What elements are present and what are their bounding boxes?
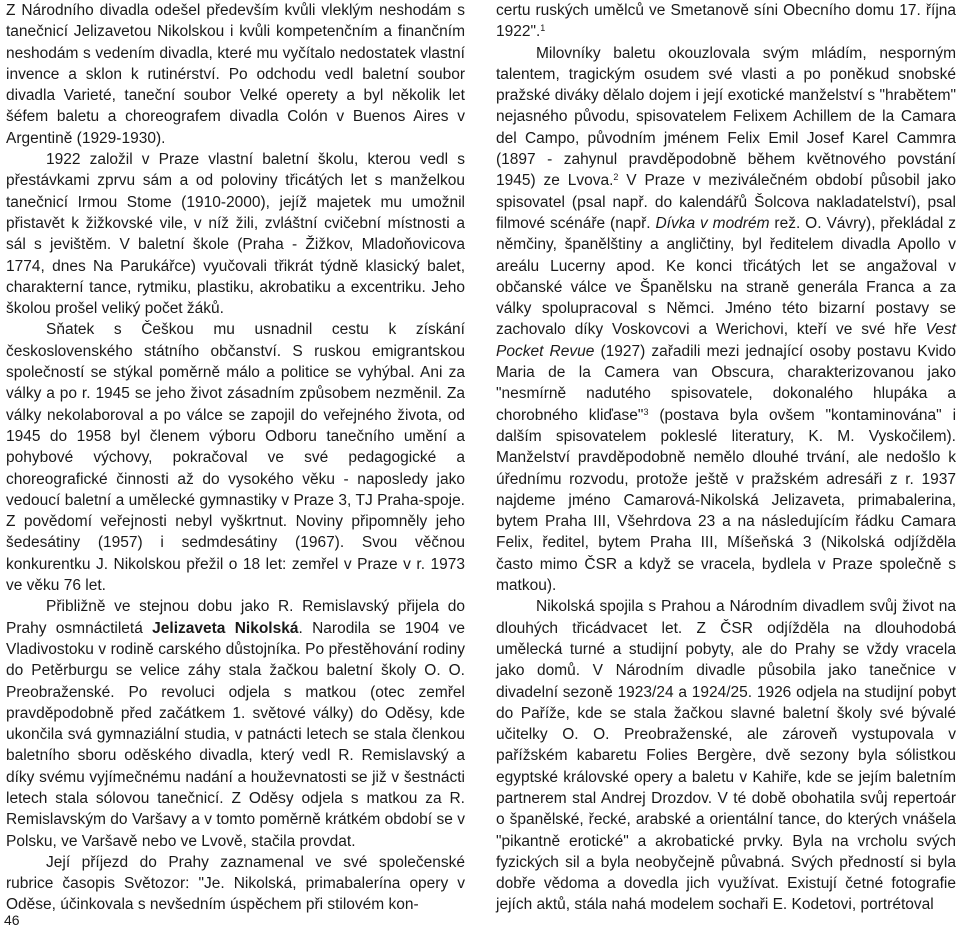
- paragraph: Nikolská spojila s Prahou a Národním divadlem svůj život na dlouhých třicádvacet let. Z ČSR odjížděla na dlouhodobá umělecká turné a studijní pobyty, ale do Prahy se vždy vracela jako domů. V Národním divadle působila jako tanečnice v divadelní sezoně 1923/24 a 1924/25. 1926 odjela na studijní pobyt do Paříže, kde se stala žačkou slavné baletní školy své bývalé učitelky O. O. Preobraženské, ale zároveň vystupovala v pařížském kabaretu Folies Bergère, dvě sezony byla sólistkou egyptské královské opery a baletu v Kahiře, kde se jejím baletním partnerem stal Andrej Drozdov. V té době obohatila svůj repertoár o španělské, řecké, arabské a orientální tance, do kterých vnášela "pikantně erotické" a akrobatické prvky. Byla na vrcholu svých fyzických sil a byla neobyčejně půvabná. Svých předností si byla dobře vědoma a dovedla jich využívat. Existují četné fotografie jejích aktů, stála nahá modelem sochaři E. Kodetovi, portrétoval: [496, 598, 956, 914]
- film-title: Dívka v modrém: [655, 214, 770, 232]
- footnote-ref: 2: [613, 172, 619, 183]
- text-span: certu ruských umělců ve Smetanově síni Obecního domu 17. října 1922".: [496, 2, 956, 41]
- footnote-ref: 3: [643, 406, 649, 417]
- left-column: [6, 0, 465, 916]
- text-span: Milovníky baletu okouzlovala svým mládím, nesporným talentem, tragickým osudem své vlasti a po poněkud snobské pražské diváky dělalo dojem i její exotické manželství s "hrabětem" nejasného původu, spisovatelem Felixem Achillem de la Camara del Campo, původním jménem Felix Emil Josef Karel Cammra (1897 - zahynul pravděpodobně během květnového povstání 1945) ze Lvova.: [496, 44, 956, 190]
- person-name: Jelizaveta Nikolská: [152, 619, 299, 637]
- text-span: Přibližně ve stejnou dobu jako R. Remislavský přijela do Prahy osmnáctiletá: [6, 598, 465, 637]
- play-title: Vest Pocket Revue: [496, 321, 956, 360]
- paragraph: 1922 založil v Praze vlastní baletní školu, kterou vedl s přestávkami zprvu sám a od poloviny třicátých let s manželkou tanečnicí Irmou Stome (1910-2000), jejíž majetek mu umožnil přistavět k žižkovské vile, v níž žili, zvláštní cvičební místnosti a sál s jevištěm. V baletní škole (Praha - Žižkov, Mladoňovicova 1774, dnes Na Parukářce) vyučovali třikrát týdně klasický balet, charakterní tance, rytmiku, plastiku, akrobatiku a excentriku. Jeho školou prošel veliký počet žáků.: [6, 151, 465, 318]
- text-span: V Praze v meziválečném období působil jako spisovatel (psal např. do kalendářů Šolcova nakladatelství), psal filmové scénáře (např.: [496, 172, 957, 232]
- paragraph: [496, 0, 956, 43]
- paragraph: Její příjezd do Prahy zaznamenal ve své společenské rubrice časopis Světozor: "Je. Nikolská, primabalerína opery v Oděse, účinkovala s nevšedním úspěchem při stilovém kon-: [6, 853, 465, 914]
- page-number: 46: [4, 912, 20, 928]
- paragraph: [6, 596, 465, 852]
- paragraph: Z Národního divadla odešel především kvůli vleklým neshodám s tanečnicí Jelizavetou Nikolskou i kvůli kompetenčním a finančním neshodám s vedením divadla, které mu vyčítalo nedostatek vlastní invence a sklon k rutinérství. Po odchodu vedl baletní soubor divadla Varieté, taneční soubor Velké operety a byl několik let šéfem baletu a choreografem divadla Colón v Buenos Aires v Argentině (1929-1930).: [6, 2, 465, 147]
- text-span: (1927) zařadili mezi jednající osoby postavu Kvido Maria de la Camera van Obscura, charakterizovanou jako "nesmírně nadutého spisovatele, dokonalého hlupáka a chorobného kliďase": [496, 342, 957, 424]
- text-span: . Narodila se 1904 ve Vladivostoku v rodině carského důstojníka. Po přestěhování rodiny do Petěrburgu se velice záhy stala žačkou baletní školy O. O. Preobraženské. Po revoluci odjela s matkou (otec zemřel pravděpodobně před začátkem 1. světové války) do Oděsy, kde ukončila svá gymnaziální studia, v patnácti letech se stala členkou baletního sboru oděského divadla, který vedl R. Remislavský a díky svému vyjímečnému nadání a houževnatosti se již v šestnácti letech stala sólovou tanečnicí. Z Oděsy odjela s matkou za R. Remislavským do Varšavy a v tomto poměrně krátkém období se v Polsku, ve Varšavě nebo ve Lvově, stačila provdat.: [6, 619, 465, 850]
- footnote-ref: 1: [540, 23, 546, 34]
- paragraph: [496, 43, 956, 597]
- paragraph: Sňatek s Češkou mu usnadnil cestu k získání československého státního občanství. S ruskou emigrantskou společností se stýkal poměrně málo a politice se vyhýbal. Ani za války a po r. 1945 se jeho život zásadním způsobem nezměnil. Za války nekolaboroval a po válce se zapojil do veřejného života, od 1945 do 1958 byl členem výboru Odboru tanečního umění a pohybové výchovy, pokračoval ve své pedagogické a choreografické činnosti až do vysokého věku - naposledy jako vedoucí baletní a umělecké gymnastiky v Praze 3, TJ Praha-spoje. Z povědomí veřejnosti nebyl vyškrtnut. Noviny připomněly jeho šedesátiny (1957) i sedmdesátiny (1967). Svou věčnou konkurentku J. Nikolskou přežil o 18 let: zemřel v Praze v r. 1973 ve věku 76 let.: [6, 321, 465, 595]
- text-span: rež. O. Vávry), překládal z němčiny, španělštiny a angličtiny, byl ředitelem divadla Apollo v areálu Lucerny apod. Ke konci třicátých let se angažoval v občanské válce ve Španělsku na straně generála Franca a za války spolupracoval s Němci. Jméno této bizarní postavy se zachovalo díky Voskovcovi a Werichovi, kteří ve své hře: [496, 214, 956, 339]
- right-column: [496, 0, 956, 916]
- text-span: (postava byla ovšem "kontaminována" i dalším spisovatelem pokleslé literatury, K. M. Vyskočilem). Manželství pravděpodobně nemělo dlouhé trvání, ale nedošlo k úřednímu rozvodu, protože ještě v pražském adresáři z r. 1937 najdeme jméno Camarová-Nikolská Jelizaveta, primabalerina, bytem Praha III, Všehrdova 23 a na následujícím řádku Camara Felix, ředitel, bytem Praha III, Míšeňská 3 (Nikolská odjížděla často mimo ČSR a když se vracela, bydlela v Praze společně s matkou).: [496, 406, 957, 595]
